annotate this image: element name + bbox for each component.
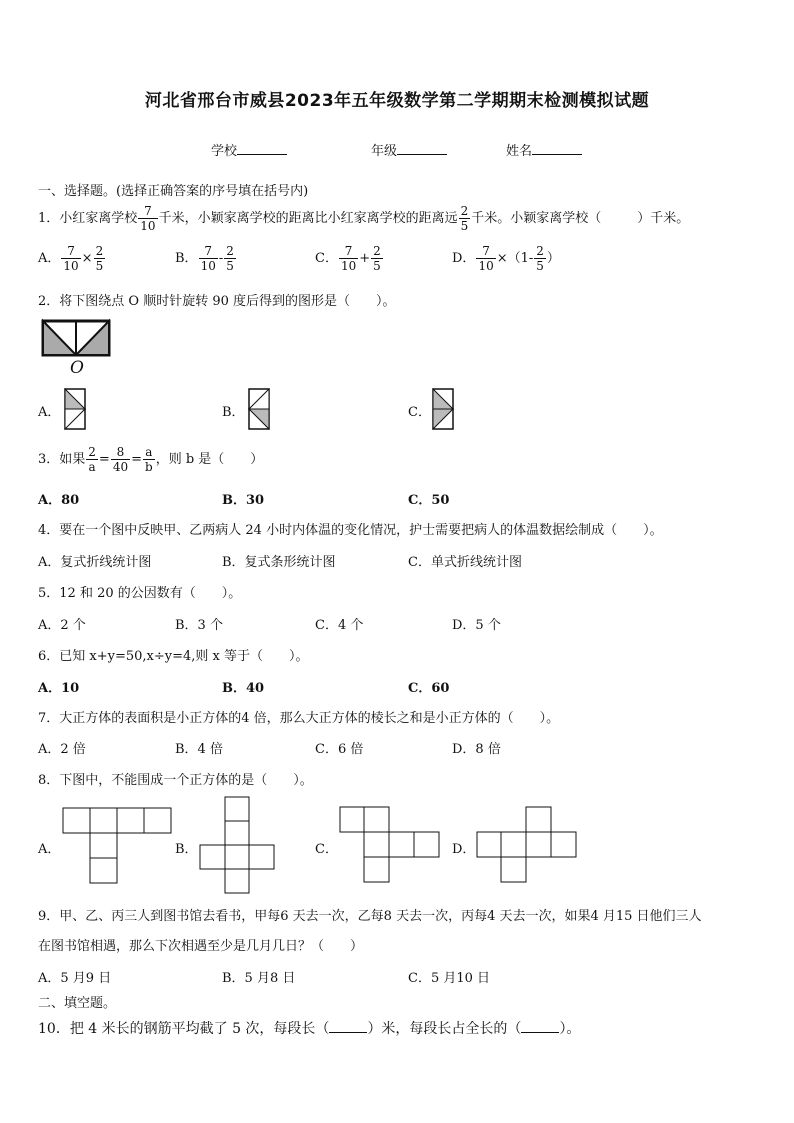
q8-option-c[interactable]: C． <box>315 842 338 857</box>
question-2: 2．将下图绕点 O 顺时针旋转 90 度后得到的图形是（ ）。 <box>38 294 396 309</box>
q8-option-b[interactable]: B． <box>175 842 198 857</box>
q2-option-a-figure <box>64 388 86 430</box>
q9-option-b[interactable]: B．5 月8 日 <box>222 971 296 986</box>
question-3: 3．如果 $\frac{2}{a}$ = $\frac{8}{40}$ = $\frac{a}{b}$ ，则 b 是（ ） <box>38 445 264 474</box>
q6-option-a[interactable]: A．10 <box>38 681 80 696</box>
q8-net-c <box>339 806 441 884</box>
grade-field[interactable]: 年级 <box>371 140 447 159</box>
q9-option-a[interactable]: A．5 月9 日 <box>38 971 112 986</box>
question-5: 5．12 和 20 的公因数有（ ）。 <box>38 586 242 601</box>
q6-option-c[interactable]: C．60 <box>408 681 450 696</box>
q5-option-c[interactable]: C．4 个 <box>315 618 364 633</box>
answer-blank[interactable] <box>521 1020 559 1033</box>
q7-option-b[interactable]: B．4 倍 <box>175 742 223 757</box>
q2-option-a[interactable]: A． <box>38 405 61 420</box>
q1-option-c[interactable]: C． $\frac{7}{10}$ + $\frac{2}{5}$ <box>315 244 381 273</box>
question-6: 6．已知 x+y=50,x÷y=4,则 x 等于（ ）。 <box>38 649 309 664</box>
fraction: $\frac{7}{10}$ <box>140 204 156 233</box>
q8-option-a[interactable]: A． <box>38 842 61 857</box>
section-choice-heading: 一、选择题。(选择正确答案的序号填在括号内) <box>38 184 309 199</box>
q1-option-b[interactable]: B． $\frac{7}{10}$ - $\frac{2}{5}$ <box>175 244 234 273</box>
question-1: 1．小红家离学校 $\frac{7}{10}$ 千米，小颖家离学校的距离比小红家离学校的距离远 $\frac{2}{5}$ 千米。小颖家离学校（ ）千米。 <box>38 204 690 233</box>
q8-net-a <box>62 806 172 884</box>
q7-option-c[interactable]: C．6 倍 <box>315 742 364 757</box>
q8-net-d <box>476 806 578 884</box>
q3-option-a[interactable]: A．80 <box>38 493 80 508</box>
question-4: 4．要在一个图中反映甲、乙两病人 24 小时内体温的变化情况，护士需要把病人的体温数据绘制成（ ）。 <box>38 523 663 538</box>
question-8: 8．下图中，不能围成一个正方体的是（ ）。 <box>38 773 313 788</box>
school-field[interactable]: 学校 <box>211 140 287 159</box>
name-field[interactable]: 姓名 <box>506 140 582 159</box>
q7-option-d[interactable]: D．8 倍 <box>452 742 501 757</box>
question-9-line-1: 9．甲、乙、丙三人到图书馆去看书，甲每6 天去一次，乙每8 天去一次，丙每4 天去一次，如果4 月15 日他们三人 <box>38 909 702 924</box>
q1-option-d[interactable]: D． $\frac{7}{10}$ ×（1- $\frac{2}{5}$ ） <box>452 244 560 273</box>
q6-option-b[interactable]: B．40 <box>222 681 265 696</box>
q8-net-b <box>199 796 277 894</box>
question-10: 10．把 4 米长的钢筋平均截了 5 次，每段长（ ）米，每段长占全长的（ ）。 <box>38 1021 581 1037</box>
page-title: 河北省邢台市威县2023年五年级数学第二学期期末检测模拟试题 <box>144 91 650 111</box>
q7-option-a[interactable]: A．2 倍 <box>38 742 86 757</box>
point-o-label: O <box>70 358 84 376</box>
fraction: $\frac{2}{5}$ <box>460 204 469 233</box>
rotation-figure <box>40 318 114 376</box>
q8-option-d[interactable]: D． <box>452 842 476 857</box>
question-7: 7．大正方体的表面积是小正方体的4 倍，那么大正方体的棱长之和是小正方体的（ ）。 <box>38 711 560 726</box>
answer-blank[interactable] <box>329 1020 367 1033</box>
question-9-line-2: 在图书馆相遇，那么下次相遇至少是几月几日？（ ） <box>38 939 364 954</box>
q5-option-d[interactable]: D．5 个 <box>452 618 501 633</box>
q1-option-a[interactable]: A． $\frac{7}{10}$ × $\frac{2}{5}$ <box>38 244 104 273</box>
q5-option-a[interactable]: A．2 个 <box>38 618 86 633</box>
q2-option-b[interactable]: B． <box>222 405 245 420</box>
section-fill-heading: 二、填空题。 <box>38 996 117 1011</box>
q2-option-c[interactable]: C． <box>408 405 431 420</box>
q2-option-b-figure <box>248 388 270 430</box>
q4-option-b[interactable]: B．复式条形统计图 <box>222 555 336 570</box>
q3-option-c[interactable]: C．50 <box>408 493 450 508</box>
q2-option-c-figure <box>432 388 454 430</box>
q9-option-c[interactable]: C．5 月10 日 <box>408 971 491 986</box>
q4-option-a[interactable]: A．复式折线统计图 <box>38 555 152 570</box>
q4-option-c[interactable]: C．单式折线统计图 <box>408 555 522 570</box>
q3-option-b[interactable]: B．30 <box>222 493 265 508</box>
q5-option-b[interactable]: B．3 个 <box>175 618 223 633</box>
